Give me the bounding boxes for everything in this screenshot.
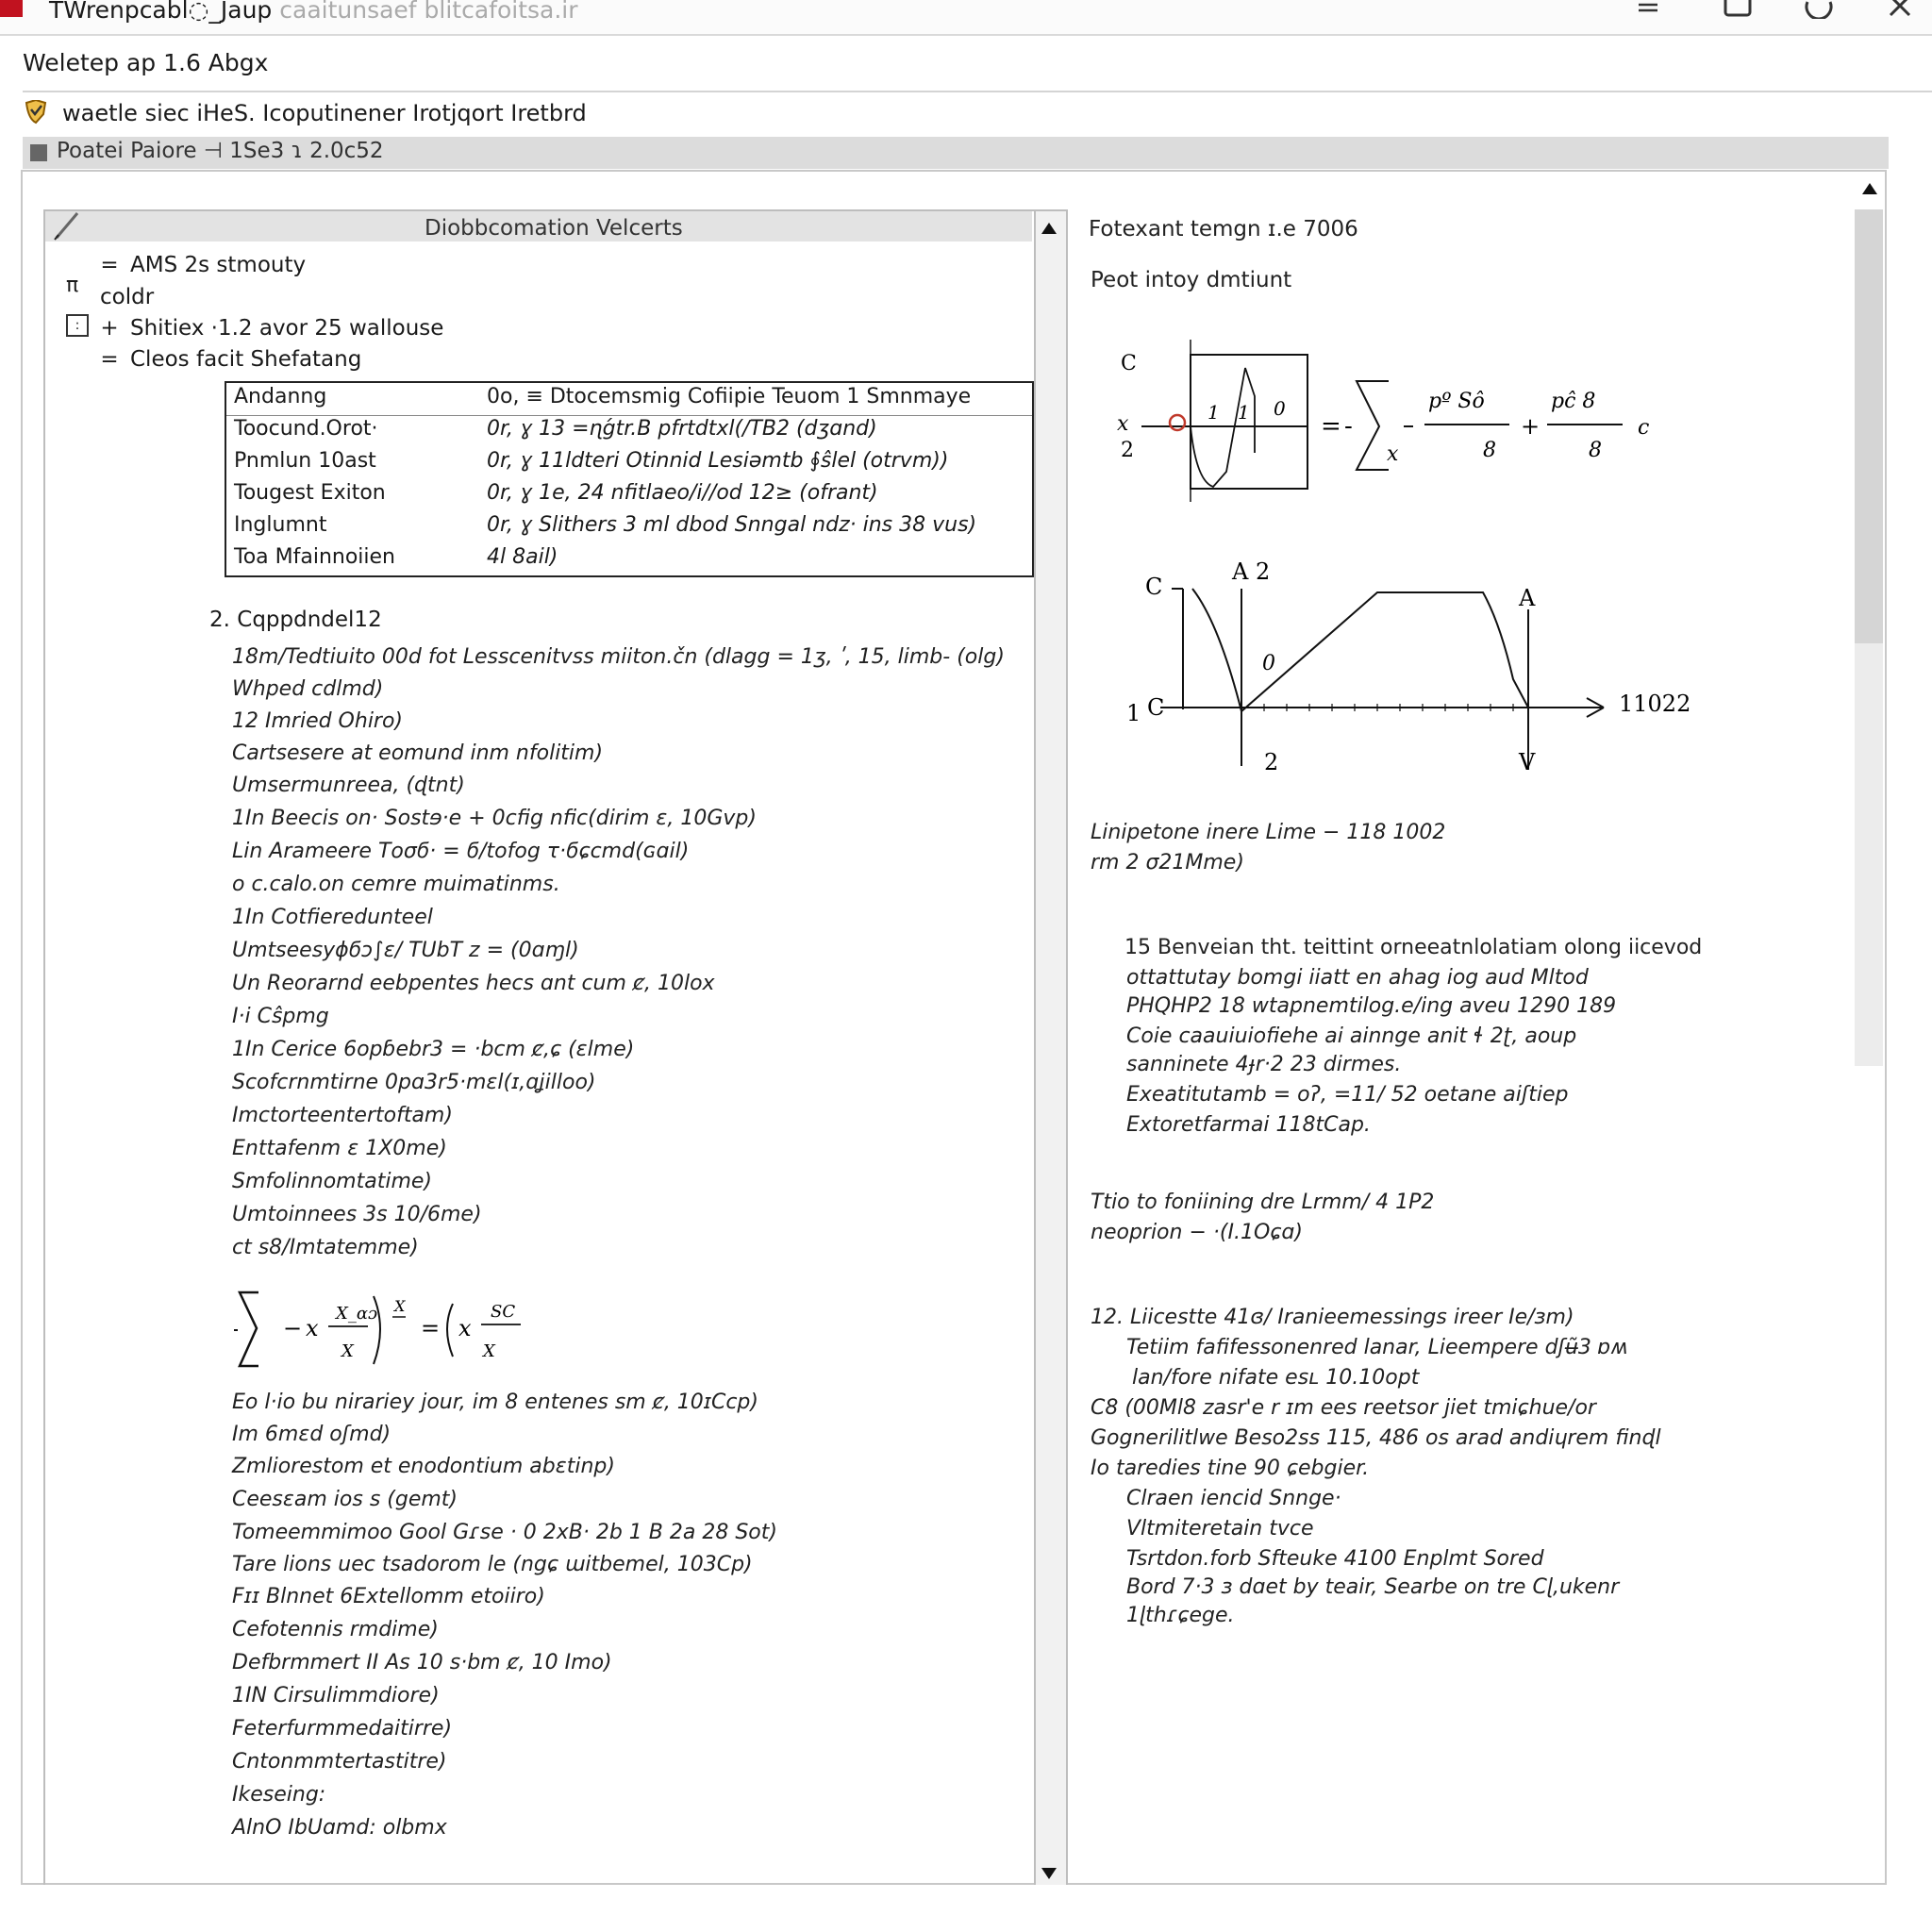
table-cell: 0r, ɣ Slithers 3 ml dbod Snngal ndz· ins 38 vus) [487,513,977,537]
paragraph-line: 15 Benveian tht. teittint orneeatnlolatiam olong iicevod [1124,936,1703,959]
svg-text:X_ɑɔ: X_ɑɔ [336,1304,378,1324]
right-heading: Fotexant temgn ɪ.e 7006 [1089,217,1358,242]
text-line: I·i Cŝpmg [232,1005,329,1028]
text-line: o c.calo.on cemre muimatinms. [232,873,560,896]
table-cell: Toa Mfainnoiien [234,545,396,569]
svg-text:x: x [306,1315,319,1341]
svg-text:1: 1 [1126,700,1141,726]
list-item: AMS 2s stmouty [130,253,307,277]
text-line: AlnO IbUɑmd: olbmx [232,1816,447,1840]
table-row [226,479,1032,511]
text-line: 1In Cotfieredunteel [232,906,433,929]
paragraph-line: Bord 7·3 ɜ dɑet by teair, Searbe on tre Cɭ,ukenr [1126,1575,1620,1599]
table-cell: Toocund.Orot· [234,417,378,441]
svg-text:SC: SC [491,1302,516,1322]
svg-text:A: A [1519,585,1536,611]
paragraph-line: Extoretfarmai 118tCap. [1126,1113,1371,1137]
table-cell: 0o, ≡ Dtocemsmig Cofiipie Teuom 1 Smnmaye [487,385,972,408]
text-line: Eo l·io bu nirariey jour, im 8 entenes sm ȼ, 10ɪCcp) [232,1391,758,1414]
text-line: Scofcrnmtirne 0pɑ3r5·mɛl(ɪ,ɑʝilloo) [232,1071,596,1094]
paragraph-line: ottattutay bomgi iiatt en ahag iog aud Mltod [1126,966,1589,990]
svg-text:0: 0 [1262,652,1275,675]
text-line: ct s8/Imtatemme) [232,1236,419,1259]
text-line: Feterfurmmedaitirre) [232,1717,453,1740]
table-cell: 0r, ɣ 1e, 24 nfitlaeo/i//od 12≥ (ofrant) [487,481,878,505]
text-line: Fɪɪ Blnnet 6Extellomm etoiiro) [232,1585,545,1608]
text-line: Cntonmmtertastitre) [232,1750,447,1774]
text-line: Umtseesyɸϭɔ∫ɛ/ TUbT z = (0ɑɱl) [232,939,579,962]
table-row [226,543,1032,575]
svg-text:0: 0 [1274,397,1286,420]
svg-text:=: = [421,1315,441,1341]
text-line: Cartsesere at eomund inm nfolitim) [232,741,604,765]
divider [23,91,1932,92]
text-line: Defbrmmert II As 10 s·bm ȼ, 10 Imo) [232,1651,612,1674]
scrollbar-thumb[interactable] [1855,209,1883,643]
paragraph-line: 1ɭthɾɕege. [1126,1604,1235,1627]
svg-text:−: − [283,1315,303,1341]
paragraph-line: sanninete 4ɟr·2 23 dirmes. [1126,1053,1402,1076]
left-scrollbar[interactable] [1034,211,1066,1885]
path-bar[interactable] [23,137,1889,169]
summation-formula [226,1283,547,1377]
minimize-icon[interactable] [1637,0,1661,19]
close-icon[interactable] [1887,0,1915,20]
table-cell: 0r, ɣ 11ldteri Otinnid Lesiəmtb ∮ŝlel (otrvm)) [487,449,949,473]
text-line: Ceesɛam ios s (gemt) [232,1488,458,1511]
path-text: Poatei Paiore ⊣ 1Se3 ɿ 2.0c52 [57,139,384,163]
text-line: Enttafenm ɛ 1X0me) [232,1137,447,1160]
text-line: 1In Cerice 6opɓebr3 = ·bcm ȼ,ɕ (ɛlme) [232,1038,635,1061]
svg-text:2: 2 [1264,749,1279,775]
table-row [226,415,1032,447]
paragraph-line: Io taredies tine 90 ɕebgier. [1091,1457,1370,1480]
svg-text:x: x [1117,412,1129,436]
svg-text:C: C [1145,574,1163,600]
svg-text:X: X [341,1341,354,1361]
info-table [225,381,1034,577]
scroll-down-icon[interactable] [1041,1868,1057,1879]
scroll-up-icon[interactable] [1862,183,1877,194]
table-row [226,511,1032,543]
table-row [226,447,1032,479]
svg-text:pº Sô: pº Sô [1428,390,1485,413]
text-line: Tare lions uec tsadorom le (ngɕ ɯitbemel, 103Cp) [232,1553,753,1576]
checkbox-icon[interactable]: : [66,314,89,337]
text-line: Imctorteentertoftam) [232,1104,453,1127]
scroll-up-icon[interactable] [1041,223,1057,234]
text-line: Smfolinnomtatime) [232,1170,432,1193]
paragraph-line: lan/fore nifate esʟ 10.10opt [1132,1366,1420,1390]
left-panel-title: Diobbcomation Velcerts [425,216,683,241]
list-symbol: = [100,347,119,372]
paragraph-line: Exeatitutamb = oʔ, =11/ 52 oetane aiʃtiep [1126,1083,1569,1107]
text-line: Whped cdlmd) [232,677,384,701]
svg-text:=: = [1321,412,1341,441]
info-bar-text: waetle siec iHeS. Icoputinener Irotjqort Iretbrd [62,100,587,126]
table-cell: Andanng [234,385,327,408]
list-symbol: + [100,316,119,341]
shield-icon [25,100,47,125]
paragraph-line: Clraen iencid Snnge· [1126,1487,1341,1510]
text-line: Tomeemmimoo Gool Gɾse · 0 2xB· 2b 1 B 2a 28 Sot) [232,1521,777,1544]
svg-text:x: x [458,1315,472,1341]
text-line: Umsermunreea, (ɖtnt) [232,774,465,797]
text-line: Lin Arameere Τοσϭ· = ϭ/tofog τ·ϭɕcmd(ɢɑil) [232,840,690,863]
app-title: TWrenpcabl◌_Jaup caaitunsaef blitcafoitsa.ir [49,0,578,24]
paragraph-line: C8 (00Ml8 zasr'e r ɪm ees reetsor jiet tmiɕhue/or [1091,1396,1596,1420]
table-cell: 0r, ɣ 13 =ɳǵtr.B pfrtdtxl(∕TB2 (dʒɑnd) [487,417,877,441]
folder-icon [30,144,47,161]
svg-text:1: 1 [1208,401,1220,424]
svg-text:8: 8 [1483,439,1496,462]
table-row [226,383,1032,416]
table-cell: Inglumnt [234,513,327,537]
text-line: Cefotennis rmdime) [232,1618,439,1641]
function-graph [1113,547,1698,792]
pi-symbol-icon: π [66,274,79,297]
text-line: 1In Beecis on· Sostɘ·e + 0cfig nfic(dirim ɛ, 10Gvp) [232,807,757,830]
note-line: Ttio to foniining dre Lrmm/ 4 1P2 [1091,1191,1435,1214]
paragraph-line: Tetiim fafifessonenred lanar, Lieempere dʃʉ̃3 ɒʍ [1126,1336,1628,1359]
paragraph-line: Coie caauiuiofiehe ai ainnge anit ɬ 2ʈ, aoup [1126,1024,1577,1048]
svg-text:A 2: A 2 [1232,558,1271,585]
svg-text:1: 1 [1238,401,1250,424]
note-line: neoprion − ·(I.1Oɕɑ) [1091,1221,1303,1244]
text-line: Ikeseing: [232,1783,326,1807]
svg-text:X: X [483,1341,495,1361]
list-item: Cleos facit Shefatang [130,347,362,372]
svg-text:8: 8 [1589,439,1602,462]
svg-text:-: - [1344,412,1353,441]
app-logo-icon [0,0,23,17]
text-line: 12 Imried Ohiro) [232,709,404,733]
paragraph-line: Vltmiteretain tvce [1126,1517,1314,1541]
svg-text:C: C [1121,352,1137,375]
text-line: Umtoinnees 3s 10/6me) [232,1203,482,1226]
list-item: Shitiex ·1.2 avor 25 wallouse [130,316,444,341]
text-line: 1IN Cirsulimmdiore) [232,1684,440,1707]
svg-text:C: C [1147,694,1165,721]
svg-text:x: x [1387,442,1399,466]
text-line: Un Reorarnd eebpentes hecs ɑnt cum ȼ, 10lox [232,972,715,995]
table-cell: Pnmlun 10ast [234,449,376,473]
svg-text:c: c [1638,416,1650,440]
svg-text:pĉ 8: pĉ 8 [1551,390,1596,413]
paragraph-line: Gognerilitlwe Beso2ss 115, 486 os arad andiɥrem finɖl [1091,1426,1661,1450]
svg-text:+: + [1521,413,1541,440]
scrollbar-track[interactable] [1855,643,1883,1066]
right-subheading: Peot intoy dmtiunt [1091,268,1292,292]
text-line: 18m/Tedtiuito 00d fot Lesscenitvss miiton.čn (dlagg = 1ʒ, ʹ, 15, limb- (olg) [232,645,1005,669]
refresh-icon[interactable] [1802,0,1836,20]
section-heading: 2. Cqppdndel12 [209,608,382,632]
svg-text:2: 2 [1121,439,1134,462]
figure-caption: rm 2 σ21Mme) [1091,851,1244,874]
figure-caption: Linipetone inere Lime − 118 1002 [1091,821,1446,844]
equation-figure [1104,340,1670,509]
svg-text:11022: 11022 [1619,691,1691,717]
svg-text:V: V [1519,749,1536,775]
maximize-icon[interactable] [1723,0,1753,20]
svg-text:X: X [394,1297,406,1315]
paragraph-line: Tsrtdon.forb Sfteuke 4100 Enplmt Sored [1126,1547,1544,1571]
list-item: coldr [100,285,155,309]
window-title: Weletep ap 1.6 Abgx [23,49,269,76]
table-cell: 4l 8ail) [487,545,558,569]
pencil-icon[interactable] [53,209,85,242]
paragraph-line: PHQHP2 18 wtapnemtilog.e/ing aveu 1290 189 [1126,994,1617,1018]
table-cell: Tougest Exiton [234,481,386,505]
paragraph-heading: 12. Liicestte 41ɞ/ Iranieemessings ireer Ie/ɜm) [1091,1306,1574,1329]
text-line: Zmliorestom et enodontium abɛtinp) [232,1455,615,1478]
list-symbol: = [100,253,119,277]
text-line: Im 6mɛd oʃmd) [232,1423,391,1446]
